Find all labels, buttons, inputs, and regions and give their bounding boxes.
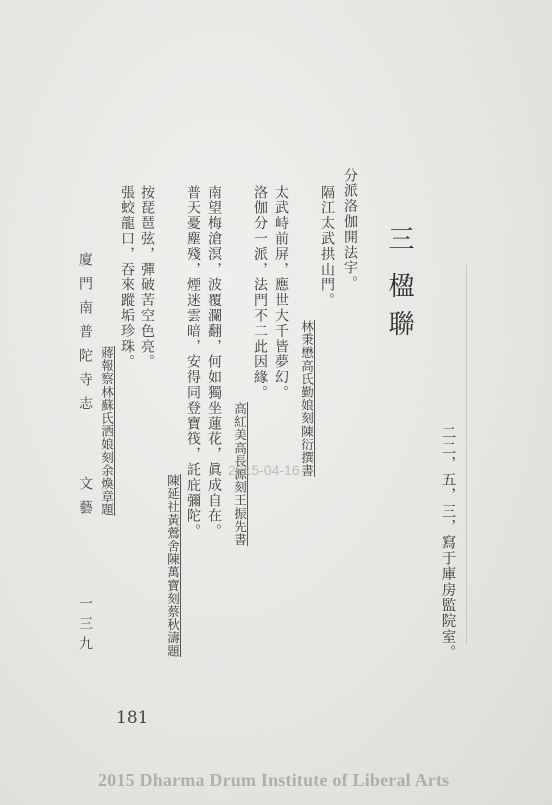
couplet-3-lower: 普天憂塵殘，煙迷雲暗，安得同登寶筏，託庇彌陀。 xyxy=(185,185,201,540)
couplet-2-upper: 太武峙前屏，應世大千皆夢幻。 xyxy=(273,185,289,401)
section-number: 三 xyxy=(384,225,414,263)
couplet-3-author: 陳延社黃鶯舍陳萬寶刻蔡秋濤題 xyxy=(165,474,181,658)
section-name: 文藝 xyxy=(77,476,93,524)
couplet-1-lower: 隔江太武拱山門。 xyxy=(319,185,335,309)
couplet-2-lower: 洛伽分一派，法門不二此因緣。 xyxy=(252,185,268,401)
couplet-4-upper: 按琵琶弦，彈破苦空色亮。 xyxy=(139,185,155,370)
couplet-4-author: 蔣報察林蘇氏洒娘刻余煥章題 xyxy=(99,346,115,517)
couplet-4-lower: 張蛟龍口，吞來蹤垢珍珠。 xyxy=(119,185,135,370)
couplet-2-author: 高紅美高長源刻王振先書 xyxy=(232,402,248,547)
page-number-chinese: 一三九 xyxy=(77,596,93,656)
date-note: 二二，五，三，寫于庫房監院室。 xyxy=(439,425,456,661)
show-through-line xyxy=(466,265,467,645)
page-number: 181 xyxy=(116,708,149,728)
watermark-date: 2015-04-16 xyxy=(228,462,300,478)
section-title: 楹聯 xyxy=(384,272,414,348)
watermark: 2015 Dharma Drum Institute of Liberal Arts xyxy=(98,770,450,790)
couplet-3-upper: 南望梅滄溟，波覆瀾翻，何如獨坐蓮花，眞成自在。 xyxy=(206,185,222,540)
couplet-1-upper: 分派洛伽開法宇。 xyxy=(342,168,358,292)
couplet-1-author: 林秉懋高氏勤娘刻陳衍撰書 xyxy=(299,320,315,478)
book-title: 廈門南普陀寺志 xyxy=(77,252,93,420)
